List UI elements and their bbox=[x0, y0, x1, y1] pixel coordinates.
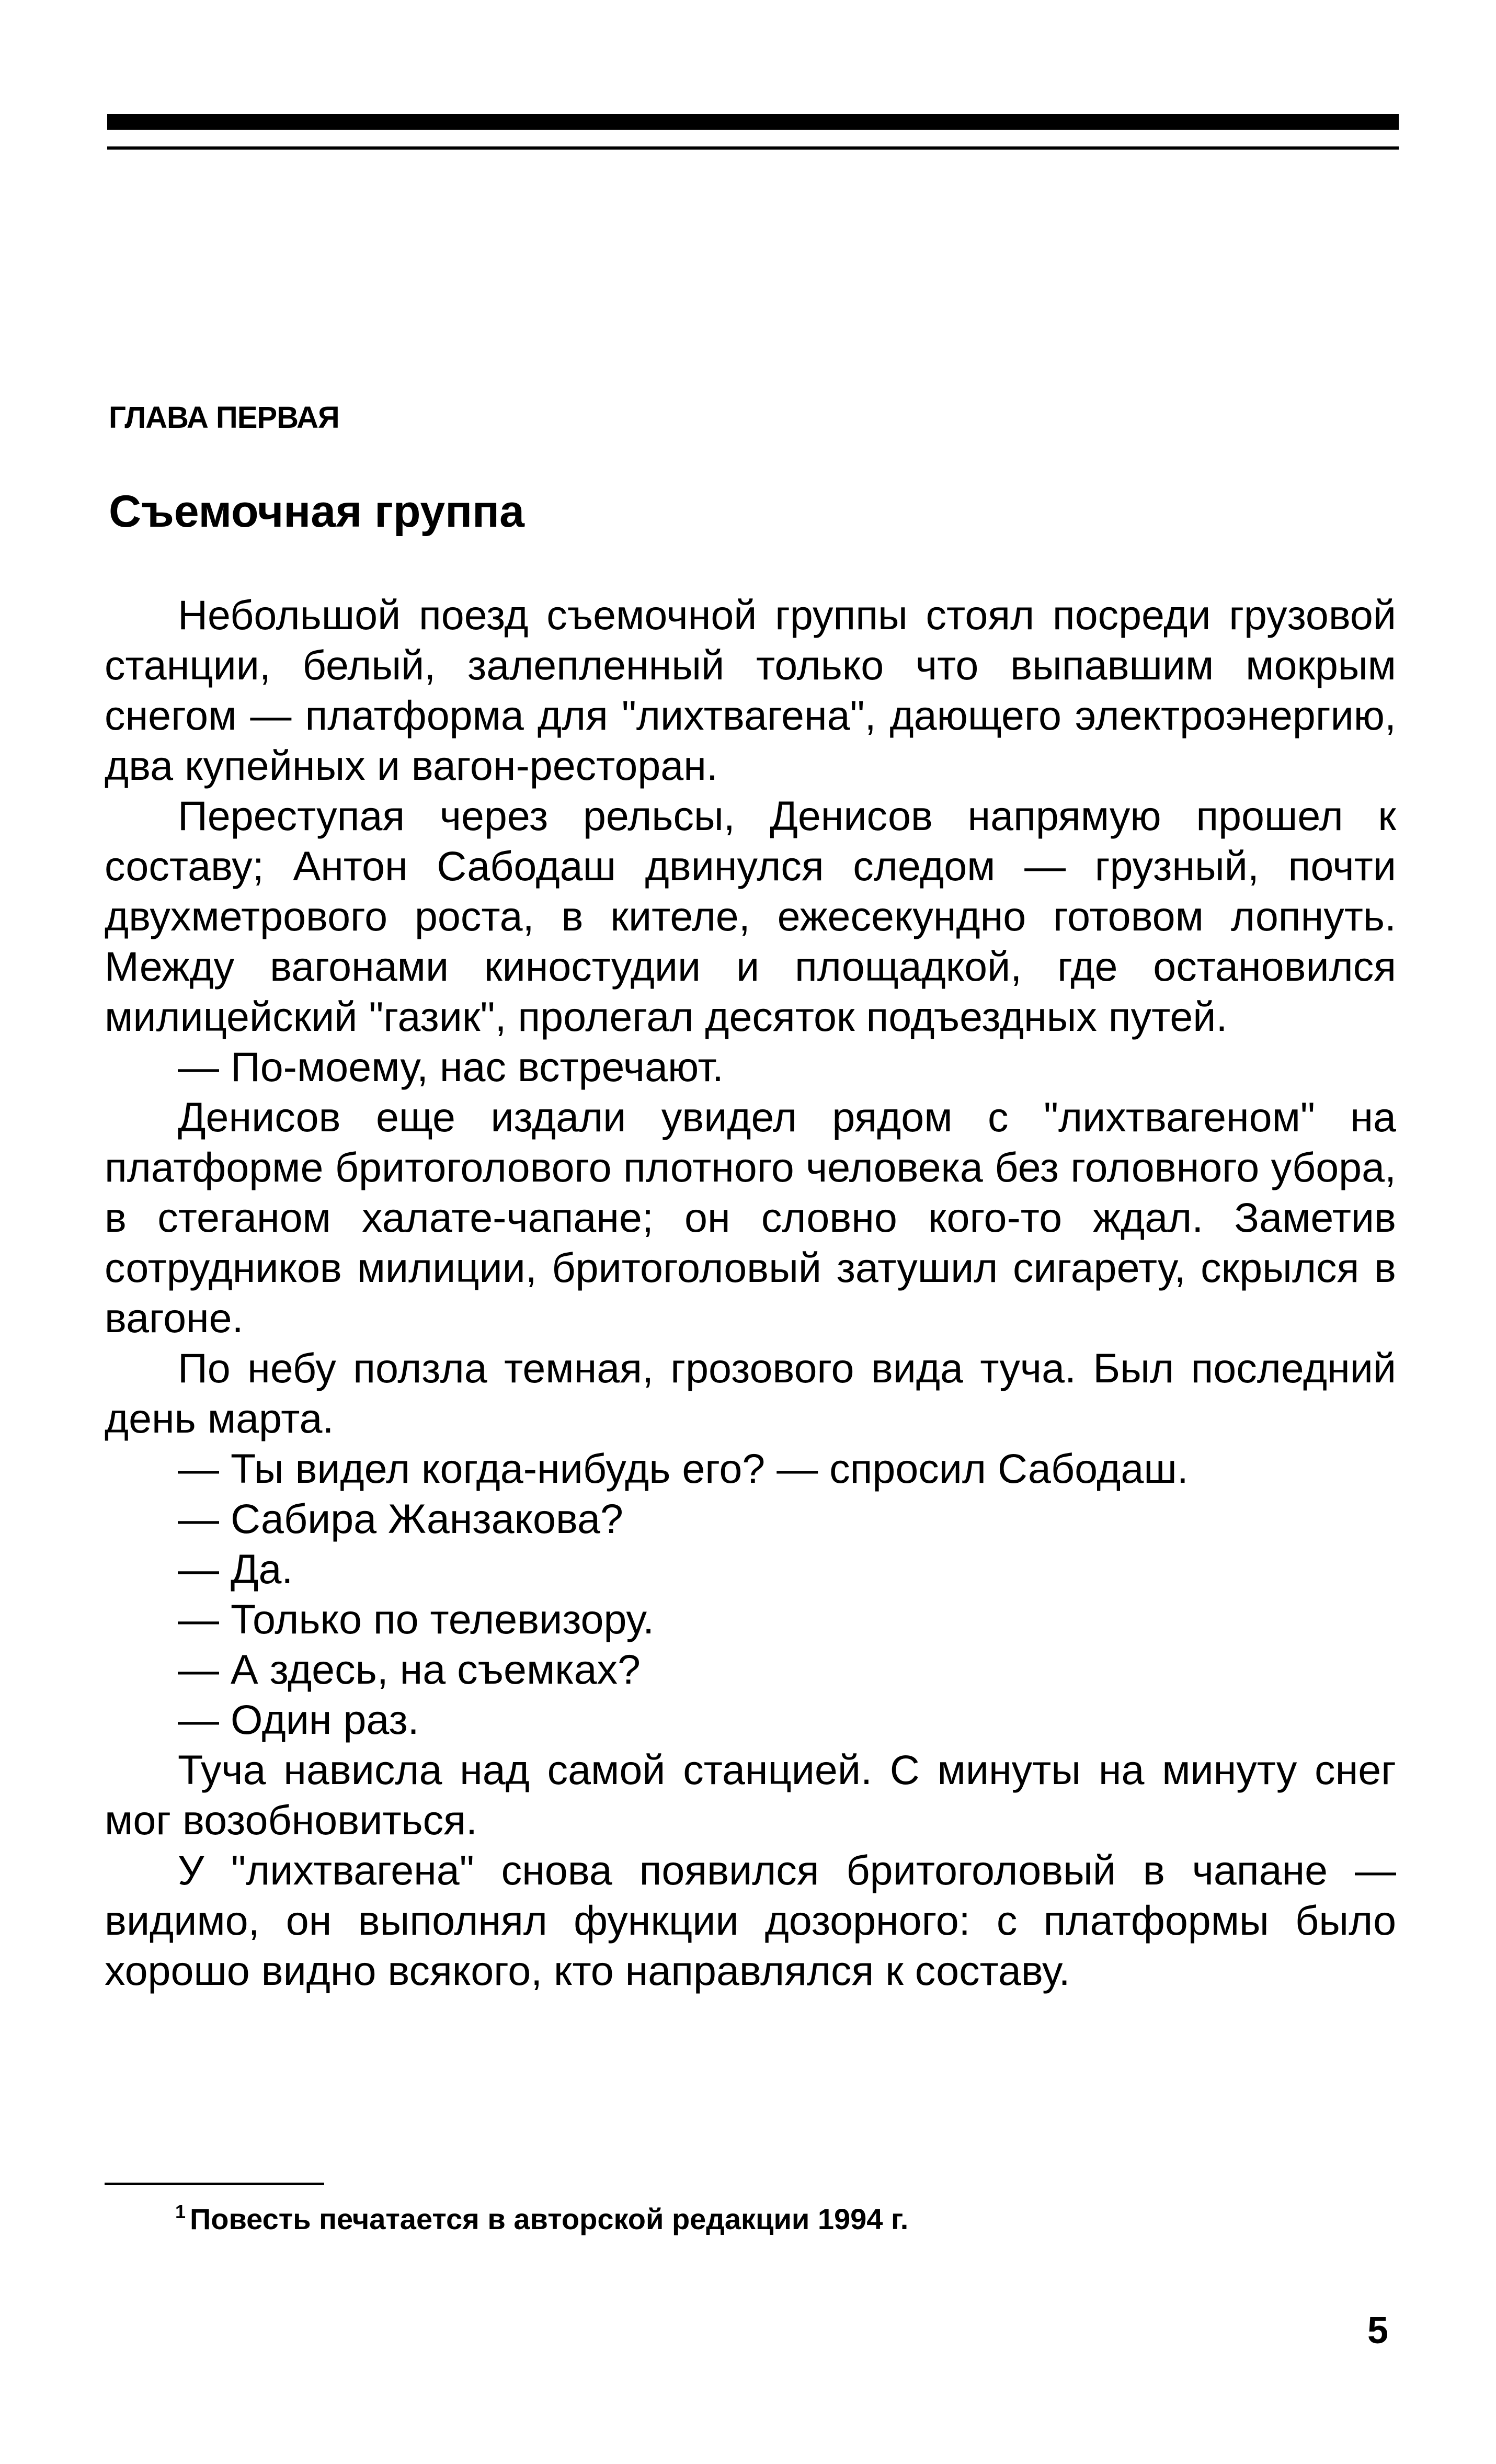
footnote-text: Повесть печатается в авторской редакции 1994 г. bbox=[190, 2202, 909, 2235]
body-text bbox=[105, 590, 1396, 1996]
chapter-label: ГЛАВА ПЕРВАЯ bbox=[109, 401, 339, 435]
paragraph: Туча нависла над самой станцией. С минуты на минуту снег мог возобновиться. bbox=[105, 1746, 1396, 1843]
paragraph: Денисов еще издали увидел рядом с "лихтвагеном" на платформе бритоголового плотного человека без головного убора, в стеганом халате-чапане; он словно кого-то ждал. Заметив сотрудников милиции, бритоголовый затушил сигарету, скрылся в вагоне. bbox=[105, 1094, 1396, 1341]
chapter-title: Съемочная группа bbox=[109, 486, 524, 537]
dialogue-line: — Один раз. bbox=[178, 1696, 419, 1743]
header-rule-thin bbox=[107, 146, 1399, 150]
dialogue-line: — А здесь, на съемках? bbox=[178, 1646, 641, 1693]
footnote-marker: 1 bbox=[175, 2201, 186, 2222]
paragraph: Небольшой поезд съемочной группы стоял посреди грузовой станции, белый, залепленный только что выпавшим мокрым снегом — платформа для "лихтвагена", дающего электроэнергию, два купейных и вагон-ресторан. bbox=[105, 592, 1396, 789]
footnote bbox=[175, 2201, 909, 2235]
header-rule-thick bbox=[107, 114, 1399, 130]
paragraph: У "лихтвагена" снова появился бритоголовый в чапане — видимо, он выполнял функции дозорного: с платформы было хорошо видно всякого, кто направлялся к составу. bbox=[105, 1847, 1396, 1994]
paragraph: Переступая через рельсы, Денисов напрямую прошел к составу; Антон Сабодаш двинулся следом — грузный, почти двухметрового роста, в кителе, ежесекундно готовом лопнуть. Между вагонами киностудии и площадкой, где остановился милицейский "газик", пролегал десяток подъездных путей. bbox=[105, 792, 1396, 1040]
page-number: 5 bbox=[1367, 2310, 1389, 2352]
footnote-rule bbox=[105, 2183, 324, 2185]
dialogue-line: — Да. bbox=[178, 1546, 293, 1592]
dialogue-line: — Ты видел когда-нибудь его? — спросил Сабодаш. bbox=[178, 1445, 1189, 1492]
dialogue-line: — По-моему, нас встречают. bbox=[178, 1043, 724, 1090]
dialogue-line: — Только по телевизору. bbox=[178, 1596, 655, 1642]
dialogue-line: — Сабира Жанзакова? bbox=[178, 1495, 623, 1542]
paragraph: По небу ползла темная, грозового вида туча. Был последний день марта. bbox=[105, 1345, 1396, 1441]
